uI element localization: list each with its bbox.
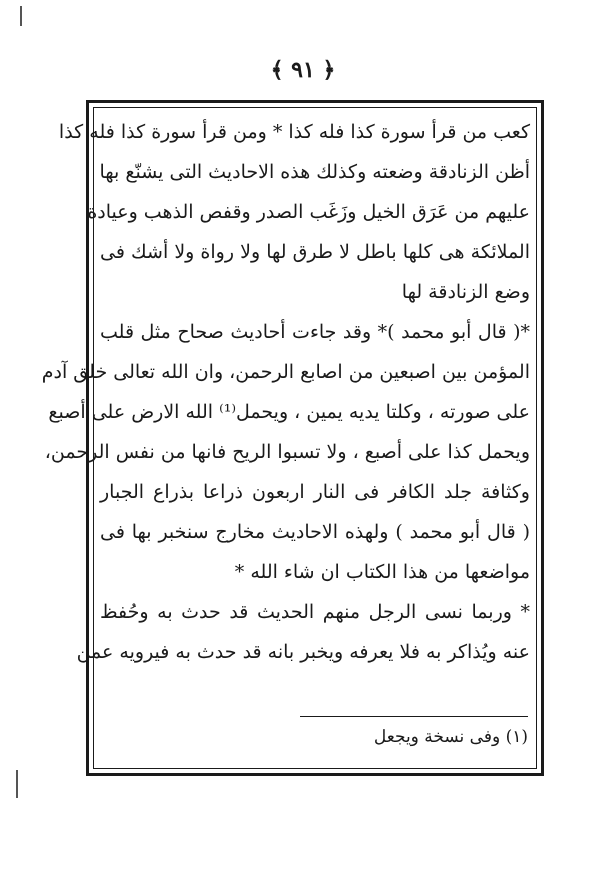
text-line: وكثافة جلد الكافر فى النار اربعون ذراعا بذراع الجبار <box>100 481 530 503</box>
text-line: عنه ويُذاكر به فلا يعرفه ويخبر بانه قد حدث به فيرويه عمن <box>76 641 530 663</box>
text-line: أظن الزنادقة وضعته وكذلك هذه الاحاديث التى يشنّع بها <box>99 161 530 183</box>
footnote-divider <box>300 716 528 717</box>
text-line: وضع الزنادقة لها <box>401 281 530 303</box>
text-line: كعب من قرأ سورة كذا فله كذا * ومن قرأ سورة كذا فله كذا <box>58 121 530 143</box>
footnote: (١) وفى نسخة ويجعل <box>373 727 528 747</box>
text-line: ويحمل كذا على أصبع ، ولا تسبوا الريح فانها من نفس الرحمن، <box>44 441 530 463</box>
text-line: على صورته ، وكلتا يديه يمين ، ويحمل⁽¹⁾ الله الارض على أصبع <box>48 401 530 423</box>
text-line: الملائكة هى كلها باطل لا طرق لها ولا رواة ولا أشك فى <box>100 241 530 263</box>
main-text <box>41 112 530 672</box>
text-line: عليهم من عَرَق الخيل وزَغَب الصدر وقفص الذهب وعيادة <box>87 201 530 223</box>
text-line: * وربما نسى الرجل منهم الحديث قد حدث به وحُفظ <box>100 601 530 623</box>
text-line: ( قال أبو محمد ) ولهذه الاحاديث مخارج سنخبر بها فى <box>100 521 530 543</box>
scan-margin-mark <box>16 770 18 798</box>
scan-margin-mark <box>20 6 22 26</box>
text-line: *( قال أبو محمد )* وقد جاءت أحاديث صحاح مثل قلب <box>100 321 530 343</box>
text-line: المؤمن بين اصبعين من اصابع الرحمن، وان الله تعالى خلق آدم <box>41 361 530 383</box>
page-number: ﴿ ٩١ ﴾ <box>270 57 336 83</box>
text-line: مواضعها من هذا الكتاب ان شاء الله * <box>234 561 530 583</box>
